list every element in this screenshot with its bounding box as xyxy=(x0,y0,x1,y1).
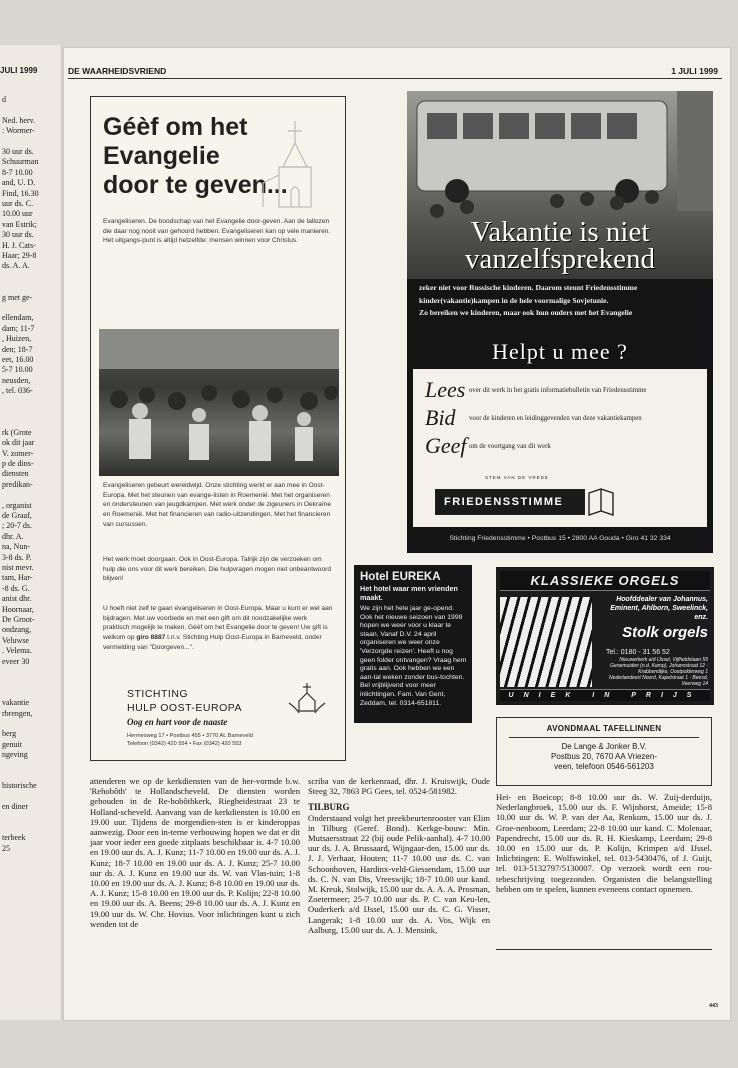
para3-end: t.n.v. Stichting Hulp Oost-Europa in Barneveld, onder vermelding van "Doorgeven...". xyxy=(103,634,322,651)
previous-page-fragment: ellendam, xyxy=(2,313,34,323)
previous-page-strip xyxy=(0,45,62,1020)
ad-evangelie-para1: Evangeliseren gebeurt wereldwijd. Onze stichting werkt er aan mee in Oost-Europa. Met het steunen van evange-listen in Roemenië. Met het organiseren en ondersteunen van jeugdkampen. Met werk onder de zigeuners in Oekraïne en Roemenië. Met het financieren van radio-uitzendingen. Met het financieren van cursussen. xyxy=(103,482,331,528)
page xyxy=(64,48,730,1020)
ad-evangelie-para3 xyxy=(103,604,333,653)
previous-page-fragment: 5-7 10.00 xyxy=(2,365,33,375)
previous-page-fragment: Ned. herv. xyxy=(2,115,36,125)
ad-friedensstimme-headline xyxy=(407,216,713,275)
previous-page-fragment: , tel. 036- xyxy=(2,386,33,396)
previous-page-fragment: Veluwse xyxy=(2,635,30,645)
previous-page-fragment: vakantie xyxy=(2,698,30,708)
previous-page-fragment: 25 xyxy=(2,843,10,853)
previous-page-fragment: and, U. D. xyxy=(2,178,36,188)
org-name xyxy=(127,687,242,715)
article-column-2 xyxy=(308,776,490,935)
previous-page-fragment: ondzang, xyxy=(2,625,32,635)
previous-page-fragment: rbrengen, xyxy=(2,708,33,718)
previous-page-fragment: , organist xyxy=(2,500,32,510)
tafel-line: Postbus 20, 7670 AA Vriezen- xyxy=(551,752,657,761)
previous-page-fragment: berg xyxy=(2,729,17,739)
previous-page-fragment: : Wormer- xyxy=(2,126,35,136)
previous-page-fragment: na, Nun- xyxy=(2,542,30,552)
text-lees: over dit werk in het gratis informatiebulletin van Friedensstimme xyxy=(469,387,647,394)
previous-page-fragment: p de dins- xyxy=(2,459,34,468)
org-tagline: Oog en hart voor de naaste xyxy=(127,717,228,727)
previous-page-fragment: eet, 16.00 xyxy=(2,355,34,364)
crowd-photo xyxy=(99,329,339,476)
ad-friedensstimme-panel xyxy=(413,369,707,527)
previous-page-fragment: en diner xyxy=(2,802,28,812)
previous-page-fragment: historische xyxy=(2,781,37,791)
tafel-rule xyxy=(509,737,699,738)
giro-number: giro 8887 xyxy=(136,634,166,642)
previous-page-fragment: anist dhr. xyxy=(2,594,32,604)
article-column-1: attenderen we op de kerkdiensten van de her-vormde b.w. 'Rehobôth' te Hollandscheveld. De diensten worden gehouden in de Re-hobôthkerk, Riegheidestraat 23 te Holland-scheveld. Aanvang van de kerkdiensten is 10.00 en 19.00 uur. Tijdens de morgendien-sten is er kinderoppas aanwezig. Door een in-terne verbouwing hopen we dat er dit jaar voor ieder een goede zitplaats beschikbaar is. 4-7 10.00 en 19.00 uur ds. A. J. Kunz; 11-7 10.00 en 19.00 uur ds. A. J. Kunz; 18-7 10.00 en 19.00 uur ds. A. J. Kunz; 25-7 10.00 uur ds. A. J. Kunz en 19.00 uur ds. W. van Vlas-tuin; 1-8 10.00 en 19.00 uur ds. A. J. Kunz; 8-8 10.00 en 19.00 uur ds. A. J. Kunz; 15-8 10.00 en 19.00 uur ds. P. Kolijn; 22-8 10.00 en 19.00 uur ds. A. Beens; 29-8 10.00 uur ds. A. J. Kunz en 19.00 uur ds. W. Chr. Hovius. Voor inlichtingen kunt u zich wenden tot de xyxy=(90,776,300,929)
previous-page-fragment: V. zomer- xyxy=(2,448,34,458)
ad-evangelie-para2: Het werk moet doorgaan. Ook in Oost-Europa. Talrijk zijn de verzoeken om hulp die ons voor dit werk bereiken. Die hulpvragen mogen niet onbeantwoord blijven! xyxy=(103,556,331,583)
tafel-line: De Lange & Jonker B.V. xyxy=(561,742,647,751)
previous-page-fragment: g met ge- xyxy=(2,292,33,302)
ad-evangelie xyxy=(90,96,346,761)
friedensstimme-logo: FRIEDENSSTIMME xyxy=(435,489,585,515)
orgels-title: KLASSIEKE ORGELS xyxy=(500,571,710,591)
previous-page-fragment: ok dit jaar xyxy=(2,438,35,448)
previous-page-fragment: 30 uur ds. xyxy=(2,147,34,156)
word-bid: Bid xyxy=(425,405,456,430)
previous-page-fragment: tam, Har- xyxy=(2,573,33,583)
previous-page-fragment: uur ds. C. xyxy=(2,199,34,208)
body-line: zeker niet voor Russische kinderen. Daarom steunt Friedensstimme xyxy=(419,283,638,292)
article-column-3: Hei- en Boeicop; 8-8 10.00 uur ds. W. Zuij-derduijn, Nederlangbroek, 15.00 uur ds. F. Wijnhorst, Ameide; 15-8 10.00 uur ds. W. P. van der Aa, Renkum, 15.00 uur ds. J. Groe-nenboom, Leerdam; 22-8 10.00 uur kand. C. Molenaar, Papendrecht, 15.00 uur ds. R. H. Kieskamp, Leerdam; 29-8 10.00 en 15.00 uur ds. P. Kolijn, Krimpen a/d IJssel. Inlichtingen: E. Wolfswinkel, tel. 013-5430476, of J. Guijt, tel. 013-5132797/5130007. Op verzoek wordt een rou-tebeschrijving toegezonden. Organisten die belangstelling hebben om te spelen, kunnen eveneens contact opnemen. xyxy=(496,792,712,894)
text-bid: voor de kinderen en leidinggevenden van deze vakantiekampen xyxy=(469,415,642,422)
title-line: Géèf om het xyxy=(103,113,248,141)
running-head-date: 1 JULI 1999 xyxy=(671,66,718,76)
previous-page-fragment: 30 uur ds. xyxy=(2,230,34,240)
previous-page-fragment: ngeving xyxy=(2,750,28,760)
orgels-addresses xyxy=(596,657,708,687)
book-icon xyxy=(587,487,615,517)
address-line: Telefoon (0342) 420 554 • Fax (0342) 420 553 xyxy=(127,741,242,747)
org-line1: STICHTING xyxy=(127,688,189,700)
article-heading-tilburg: TILBURG xyxy=(308,802,350,813)
orgels-dealer-block xyxy=(596,595,708,641)
hotel-subtitle: Het hotel waar men vrienden maakt. xyxy=(360,584,458,602)
previous-page-fragment: Schuurman xyxy=(2,157,39,167)
orgels-bar: UNIEK IN PRIJS xyxy=(500,689,710,701)
previous-page-fragment: dhr. A. xyxy=(2,531,24,541)
org-address xyxy=(127,732,253,748)
headline-line: Vakantie is niet xyxy=(470,216,650,248)
previous-page-fragment: Find, 16.30 xyxy=(2,188,39,198)
ad-klassieke-orgels xyxy=(496,567,714,705)
word-geef: Geef xyxy=(425,433,467,458)
hands-logo-icon xyxy=(287,679,327,717)
previous-page-fragment: eveer 30 xyxy=(2,656,30,666)
ad-friedensstimme xyxy=(407,91,713,553)
orgels-address-line: Nederlandeert Noord, Kapelstraat 1 · Beesd, Veerweg 14 xyxy=(609,675,708,687)
hotel-text: We zijn het hele jaar ge-opend. Ook het nieuwe seizoen van 1999 hopen we weer voor u klaar te staan. Vanaf D.V. 24 april organiseren we weer onze 'Verzorgde reizen'. Heeft u nog geen folder ontvangen? Vraag hem gratis aan. Ook hebben we een aan-tal weken zonder bus-tochten. Bel vrijblijvend voor meer inlichtingen. Fam. Van Gent, Zeddam, tel. 0314-651811. xyxy=(360,605,467,707)
word-lees: Lees xyxy=(425,377,466,402)
previous-page-fragment: 3-8 ds. P. xyxy=(2,552,32,562)
body-line: kinder(vakantie)kampen in de hele voormalige Sovjetunie. xyxy=(419,295,609,305)
hotel-title: Hotel EUREKA xyxy=(360,571,441,583)
previous-page-fragment: -8 ds. G. xyxy=(2,583,30,593)
ad-friedensstimme-footer: Stichting Friedensstimme • Postbus 15 • 2800 AA Gouda • Giro 41 32 334 xyxy=(449,535,671,542)
orgels-address-line: Genemuiden (n.d. Kamp), Johannstraat 12 · Krabbendijke, Oostpolderweg 1 xyxy=(610,663,708,675)
end-rule xyxy=(496,949,712,950)
previous-page-fragment: den; 18-7 xyxy=(2,344,33,354)
previous-page-fragment: dam; 11-7 xyxy=(2,323,35,333)
orgels-tel: Tel.: 0180 - 31 56 52 xyxy=(606,649,670,656)
address-line: Hermesweg 17 • Postbus 455 • 3770 AL Barneveld xyxy=(127,733,253,739)
ad-friedensstimme-body xyxy=(419,282,709,320)
previous-page-fragment: nist mevr. xyxy=(2,563,34,572)
text-geef: om de voortgang van dit werk xyxy=(469,443,551,450)
ad-evangelie-intro: Evangeliseren. De boodschap van het Evangelie door-geven. Aan de tallozen die daar nog nooit van gehoord hebben. Evangeliseren kan op vele manieren. Het uitgangs-punt is altijd hetzelfde: mensen winnen voor Christus. xyxy=(103,218,331,245)
article-col2-text: Onderstaand volgt het preekbeurtenrooster van Elim in Tilburg (Geref. Bond). Kerkge-bouw: Min. Mutsaersstraat 22 (bij oude Pelik-aanhal). 4-7 10.00 uur ds. J. A. Brussaard, Wijngaar-den, 15.00 uur ds. J. J. Verhaar, Houten; 11-7 10.00 uur ds. C. van Schoonhoven, Hardinx-veld-Giessendam, 15.00 uur ds. C. N. van Dis, Vreeswijk; 18-7 10.00 uur kand. M. Kreuk, Stolwijk, 15.00 uur ds. A. A. A. Prosman, Zoetermeer; 25-7 10.00 uur ds. P. C. van Keu-len, Ouderkerk a/d IJssel, 15.00 uur ds. C. G. Visser, Langerak; 1-8 10.00 uur ds. A. Vos, Wijk en Aalburg, 15.00 uur ds. A. J. Mensink, xyxy=(308,812,490,935)
tafel-line: veen, telefoon 0546-561203 xyxy=(554,762,654,771)
previous-page-fragment: predikan- xyxy=(2,479,33,489)
tafel-body xyxy=(497,742,711,772)
orgels-dealer: Hoofddealer van Johannus, Eminent, Ahlborn, Sweelinck, enz. xyxy=(610,596,708,621)
org-line2: HULP OOST-EUROPA xyxy=(127,702,242,714)
previous-page-fragment: H. J. Cats- xyxy=(2,240,36,250)
church-icon xyxy=(255,117,335,227)
previous-page-fragment: neusden, xyxy=(2,375,31,385)
header-rule xyxy=(68,78,722,79)
page-number: 443 xyxy=(709,1003,718,1009)
previous-page-fragment: ; 20-7 ds. xyxy=(2,521,32,531)
previous-page-fragment: 8-7 10.00 xyxy=(2,167,33,177)
previous-page-fragment: terbeek xyxy=(2,833,26,843)
previous-page-fragment: van Estrik; xyxy=(2,219,37,229)
previous-page-fragment: ds. A. A. xyxy=(2,261,30,271)
keyboard-image xyxy=(500,597,592,687)
para3-start: U hoeft niet zelf te gaan evangeliseren in Oost-Europa. Maar u kunt er wel aan bijdragen. Met uw voorbede en met een gift om dit noodzakelijke werk praktisch mogelijk te maken. Géèf om het Evangelie door te geven! Uw gift is welkom op xyxy=(103,605,333,642)
previous-page-fragment: Haar; 29-8 xyxy=(2,251,37,260)
tafel-title: AVONDMAAL TAFELLINNEN xyxy=(546,724,662,733)
previous-page-fragment: genuit xyxy=(2,739,22,749)
previous-page-fragment: d xyxy=(2,95,6,104)
previous-page-fragment: 10.00 uur xyxy=(2,209,33,219)
title-line: Evangelie xyxy=(103,142,220,170)
previous-page-fragment: Hoornaar, xyxy=(2,604,34,614)
previous-page-fragment: de Graaf, xyxy=(2,511,32,520)
ad-avondmaal-tafellinnen xyxy=(496,717,712,786)
ad-friedensstimme-call: Helpt u mee ? xyxy=(492,339,628,364)
orgels-address-line: Nieuwerkerk a/d IJssel, Vijfheldstaan 55 xyxy=(619,657,708,663)
previous-page-fragment: . Velema. xyxy=(2,646,32,656)
previous-page-fragment: rk (Grote xyxy=(2,427,32,437)
previous-page-fragment: , Huizen, xyxy=(2,334,32,344)
ad-hotel-eureka xyxy=(354,565,472,723)
logo-subtitle: STEM VAN DE VREDE xyxy=(485,475,549,480)
headline-line: vanzelfsprekend xyxy=(464,243,655,275)
previous-page-fragment: diensten xyxy=(2,469,29,479)
body-line: Zo bereiken we kinderen, maar ook hun ouders met het Evangelie xyxy=(419,308,633,317)
previous-page-header: JULI 1999 xyxy=(0,66,38,75)
previous-page-fragment: De Groot- xyxy=(2,615,35,624)
orgels-logo: Stolk orgels xyxy=(622,624,708,641)
running-head-title: DE WAARHEIDSVRIEND xyxy=(68,66,167,76)
title-line: door te geven... xyxy=(103,171,288,199)
article-col2-text: scriba van de kerkenraad, dhr. J. Kruiswijk, Oude Steeg 32, 7863 PG Gees, tel. 0524-581982. xyxy=(308,776,490,797)
